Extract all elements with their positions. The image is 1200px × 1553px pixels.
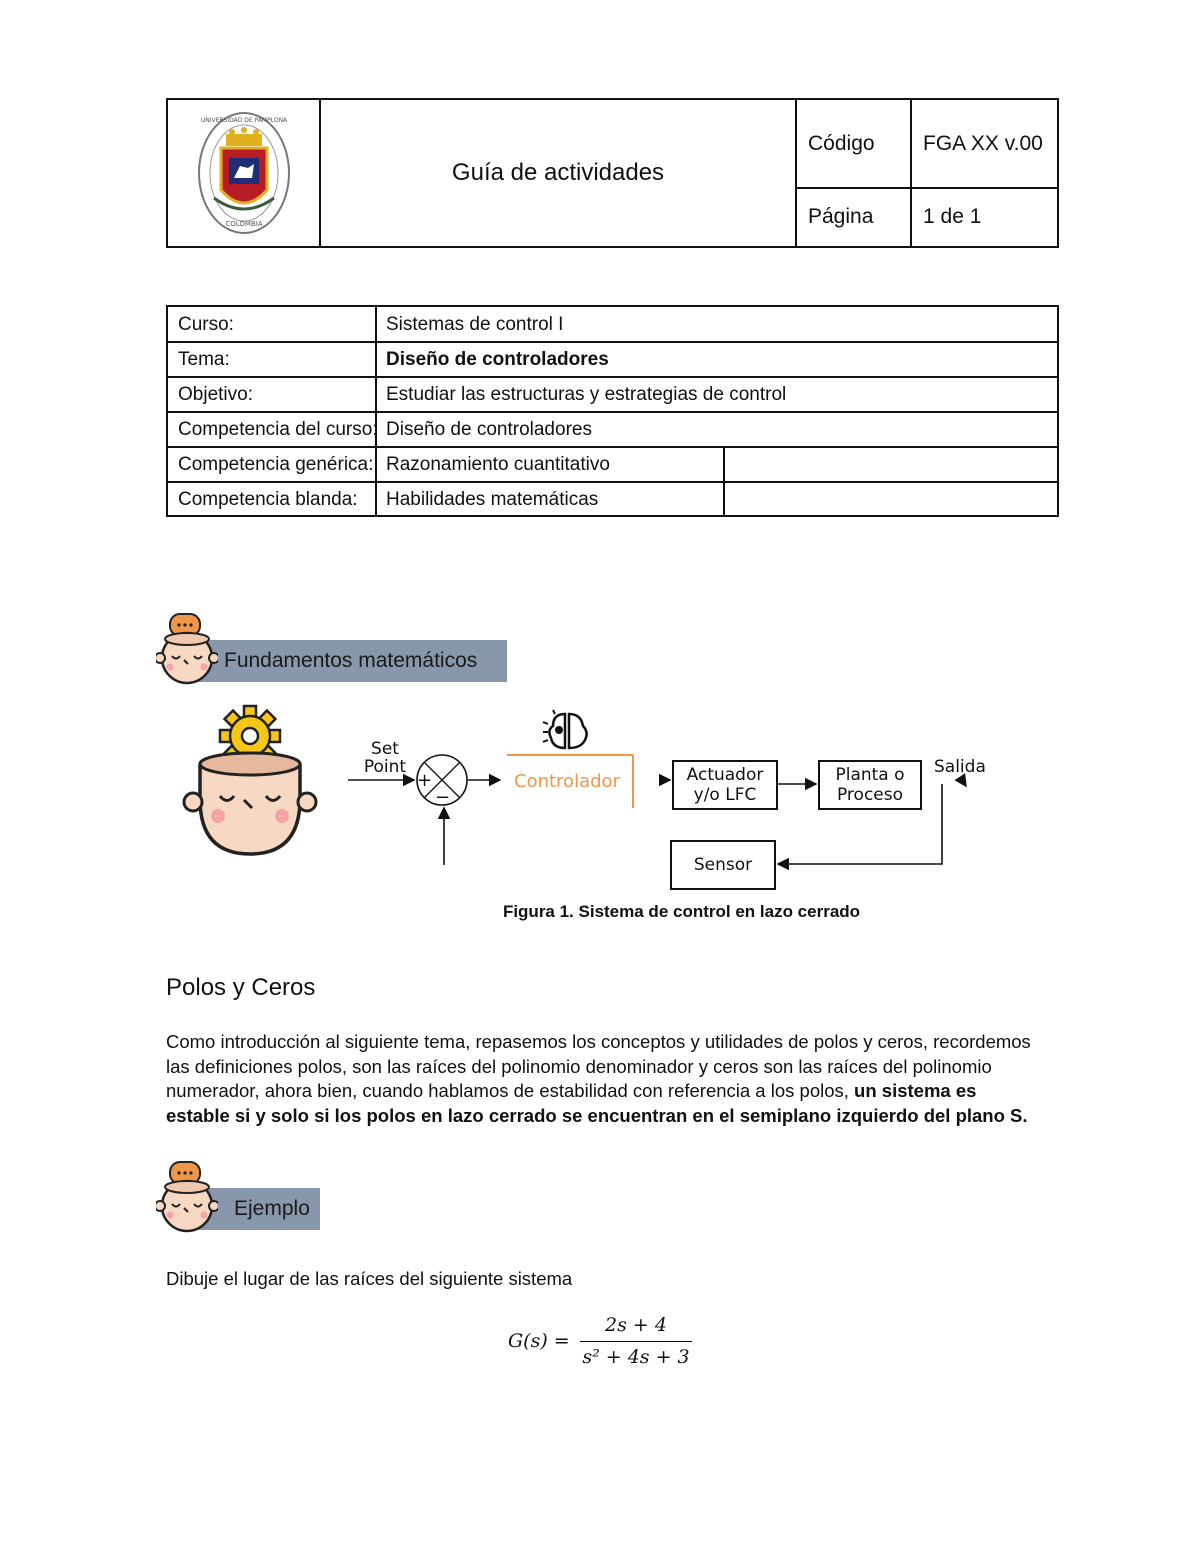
row-value: Diseño de controladores — [386, 348, 609, 370]
table-row — [168, 447, 1057, 482]
controller-label: Controlador — [514, 771, 620, 792]
plant-block — [818, 760, 922, 810]
gear-head-icon — [180, 704, 320, 860]
example-instruction: Dibuje el lugar de las raíces del siguiente sistema — [166, 1268, 573, 1289]
row-label: Competencia genérica: — [178, 453, 374, 475]
paragraph-text: Como introducción al siguiente tema, repasemos los conceptos y utilidades de polos y ceros, recordemos las definiciones polos, son las raíces del polinomio denominador y ceros son las raíces del polinomio numerador, ahora bien, cuando hablamos de estabilidad con referencia a los polos, — [166, 1031, 1031, 1101]
section-banner-fundamentos — [190, 640, 507, 682]
brain-icon — [543, 710, 587, 748]
sensor-block — [670, 840, 776, 890]
set-point-label-line2: Point — [363, 757, 407, 777]
divider — [910, 100, 912, 246]
page-value: 1 de 1 — [923, 205, 982, 228]
section-heading: Polos y Ceros — [166, 974, 316, 1001]
row-value: Diseño de controladores — [386, 418, 592, 440]
output-label: Salida — [934, 757, 986, 777]
thinking-face-icon — [156, 612, 218, 688]
row-label: Tema: — [178, 348, 230, 370]
row-label: Objetivo: — [178, 383, 253, 405]
actuator-label-line2: y/o LFC — [693, 785, 757, 805]
table-row — [168, 307, 1057, 342]
paragraph-bold-text: un sistema es estable si y solo si los polos en lazo cerrado se encuentran en el semiplano izquierdo del plano S. — [166, 1080, 1028, 1126]
thinking-face-icon — [156, 1160, 218, 1236]
plus-sign: + — [417, 770, 433, 791]
table-row — [168, 377, 1057, 412]
code-label: Código — [808, 132, 875, 155]
formula-numerator: 2s + 4 — [605, 1314, 667, 1336]
row-label: Competencia blanda: — [178, 488, 358, 510]
actuator-label-line1: Actuador — [686, 765, 764, 785]
page-label: Página — [808, 205, 874, 228]
document-header — [166, 98, 1059, 248]
row-value: Habilidades matemáticas — [386, 488, 599, 510]
row-value: Estudiar las estructuras y estrategias de control — [386, 383, 787, 405]
course-info-table — [166, 305, 1059, 517]
minus-sign: − — [435, 787, 451, 808]
fraction-bar — [580, 1341, 692, 1342]
table-row — [168, 482, 1057, 517]
row-value: Sistemas de control I — [386, 313, 564, 335]
university-logo — [196, 108, 292, 238]
sensor-label: Sensor — [693, 855, 753, 875]
row-value: Razonamiento cuantitativo — [386, 453, 610, 475]
svg-text:UNIVERSIDAD DE PAMPLONA: UNIVERSIDAD DE PAMPLONA — [200, 117, 288, 124]
table-row — [168, 412, 1057, 447]
formula-lhs: G(s) = — [508, 1330, 570, 1352]
actuator-block — [672, 760, 778, 810]
row-label: Competencia del curso: — [178, 418, 378, 440]
figure-caption: Figura 1. Sistema de control en lazo cerrado — [502, 902, 861, 921]
set-point-label-line1: Set — [371, 739, 399, 759]
row-label: Curso: — [178, 313, 234, 335]
table-row — [168, 342, 1057, 377]
page-title: Guía de actividades — [451, 159, 665, 186]
intro-paragraph — [166, 1030, 1036, 1128]
section-title: Ejemplo — [234, 1197, 310, 1220]
plant-label-line1: Planta o — [835, 765, 905, 785]
set-point-label — [360, 740, 410, 776]
formula-denominator: s² + 4s + 3 — [582, 1346, 690, 1368]
code-value: FGA XX v.00 — [923, 132, 1043, 155]
section-title: Fundamentos matemáticos — [224, 649, 478, 672]
svg-text:COLOMBIA: COLOMBIA — [225, 220, 263, 228]
plant-label-line2: Proceso — [836, 785, 904, 805]
